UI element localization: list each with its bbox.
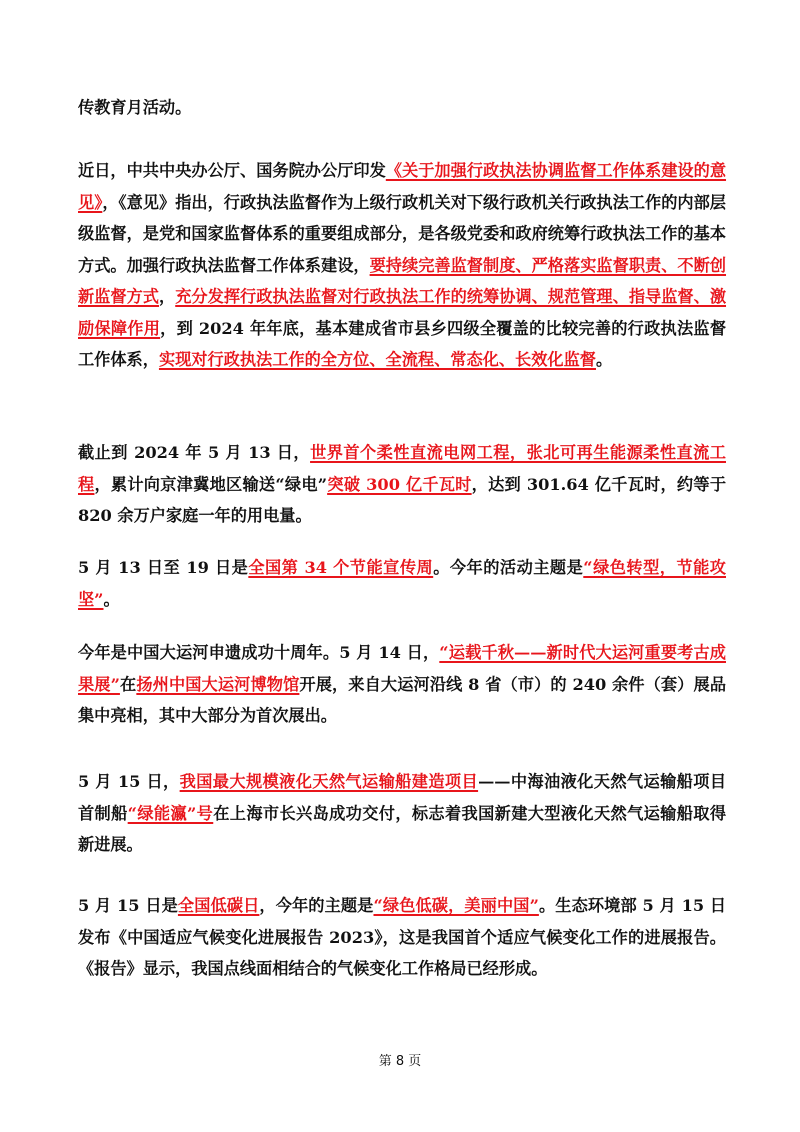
text-run: 5 月 13 日至 19 日是 xyxy=(78,558,249,577)
paragraph-intro-tail xyxy=(78,92,726,124)
highlighted-phrase: 全国第 34 个节能宣传周 xyxy=(248,558,434,577)
highlighted-phrase: “绿色转型，节能攻坚” xyxy=(78,558,726,609)
highlighted-phrase: 全国低碳日 xyxy=(177,896,260,915)
highlighted-phrase: 要持续完善监督制度、严格落实监督职责、不断创新监督方式 xyxy=(78,255,727,306)
text-run: ，今年的主题是 xyxy=(259,896,374,915)
text-run: 在上海市长兴岛成功交付，标志着我国新建大型液化天然气运输船取得新进展。 xyxy=(78,803,727,854)
text-run: 截止到 2024 年 5 月 13 日， xyxy=(78,443,311,462)
text-run: ，累计向京津冀地区输送“绿电” xyxy=(94,474,328,494)
text-run: 今年是中国大运河申遗成功十周年。5 月 14 日， xyxy=(78,643,440,662)
text-run: ，到 2024 年年底，基本建成省市县乡四级全覆盖的比较完善的行政执法监督工作体系， xyxy=(78,318,727,369)
text-run: ， xyxy=(159,287,176,306)
paragraph-energy-saving-week xyxy=(78,552,726,615)
text-run: 近日，中共中央办公厅、国务院办公厅印发 xyxy=(78,161,386,180)
paragraph-green-power xyxy=(78,437,726,532)
highlighted-phrase: 我国最大规模液化天然气运输船建造项目 xyxy=(179,772,479,791)
highlighted-phrase: “运载千秋——新时代大运河重要考古成果展” xyxy=(78,643,726,694)
page-number: 第 8 页 xyxy=(378,1054,422,1069)
text-run: 5 月 15 日， xyxy=(78,772,180,791)
highlighted-phrase: 实现对行政执法工作的全方位、全流程、常态化、长效化监督 xyxy=(158,350,596,369)
text-run: 。今年的活动主题是 xyxy=(433,558,584,577)
paragraph-law-enforcement-supervision xyxy=(78,155,726,376)
text-run: 。生态环境部 5 月 15 日发布《中国适应气候变化进展报告 2023》，这是我国首个适应气候变化工作的进展报告。《报告》显示，我国点线面相结合的气候变化工作格局已经形成。 xyxy=(78,896,727,978)
paragraph-grand-canal-exhibition xyxy=(78,637,726,732)
highlighted-phrase: 扬州中国大运河博物馆 xyxy=(136,674,300,694)
text-run: ，达到 301.64 亿千瓦时，约等于 820 余万户家庭一年的用电量。 xyxy=(78,474,727,525)
text-run: 传教育月活动。 xyxy=(78,98,192,117)
highlighted-phrase: “绿色低碳，美丽中国” xyxy=(373,896,539,915)
highlighted-phrase: 突破 300 亿千瓦时 xyxy=(327,474,472,494)
text-run: ，《意见》指出，行政执法监督作为上级行政机关对下级行政机关行政执法工作的内部层级监督，是党和国家监督体系的重要组成部分，是各级党委和政府统筹行政执法工作的基本方式。加强行政执法监督工作体系建设， xyxy=(78,192,726,275)
text-run: 5 月 15 日是 xyxy=(78,896,178,915)
highlighted-phrase: 《关于加强行政执法协调监督工作体系建设的意见》 xyxy=(78,161,727,212)
text-run: ——中海油液化天然气运输船项目首制船 xyxy=(78,772,727,823)
highlighted-phrase: “绿能瀛”号 xyxy=(127,803,214,823)
text-run: 。 xyxy=(103,589,120,609)
paragraph-low-carbon-day xyxy=(78,890,726,985)
text-run: 在 xyxy=(119,674,137,694)
highlighted-phrase: 充分发挥行政执法监督对行政执法工作的统筹协调、规范管理、指导监督、激励保障作用 xyxy=(78,287,727,338)
highlighted-phrase: 世界首个柔性直流电网工程，张北可再生能源柔性直流工程 xyxy=(78,443,726,494)
text-run: 开展，来自大运河沿线 8 省（市）的 240 余件（套）展品集中亮相，其中大部分为首次展出。 xyxy=(78,674,727,725)
paragraph-lng-carrier xyxy=(78,766,726,861)
text-run: 。 xyxy=(596,350,613,369)
